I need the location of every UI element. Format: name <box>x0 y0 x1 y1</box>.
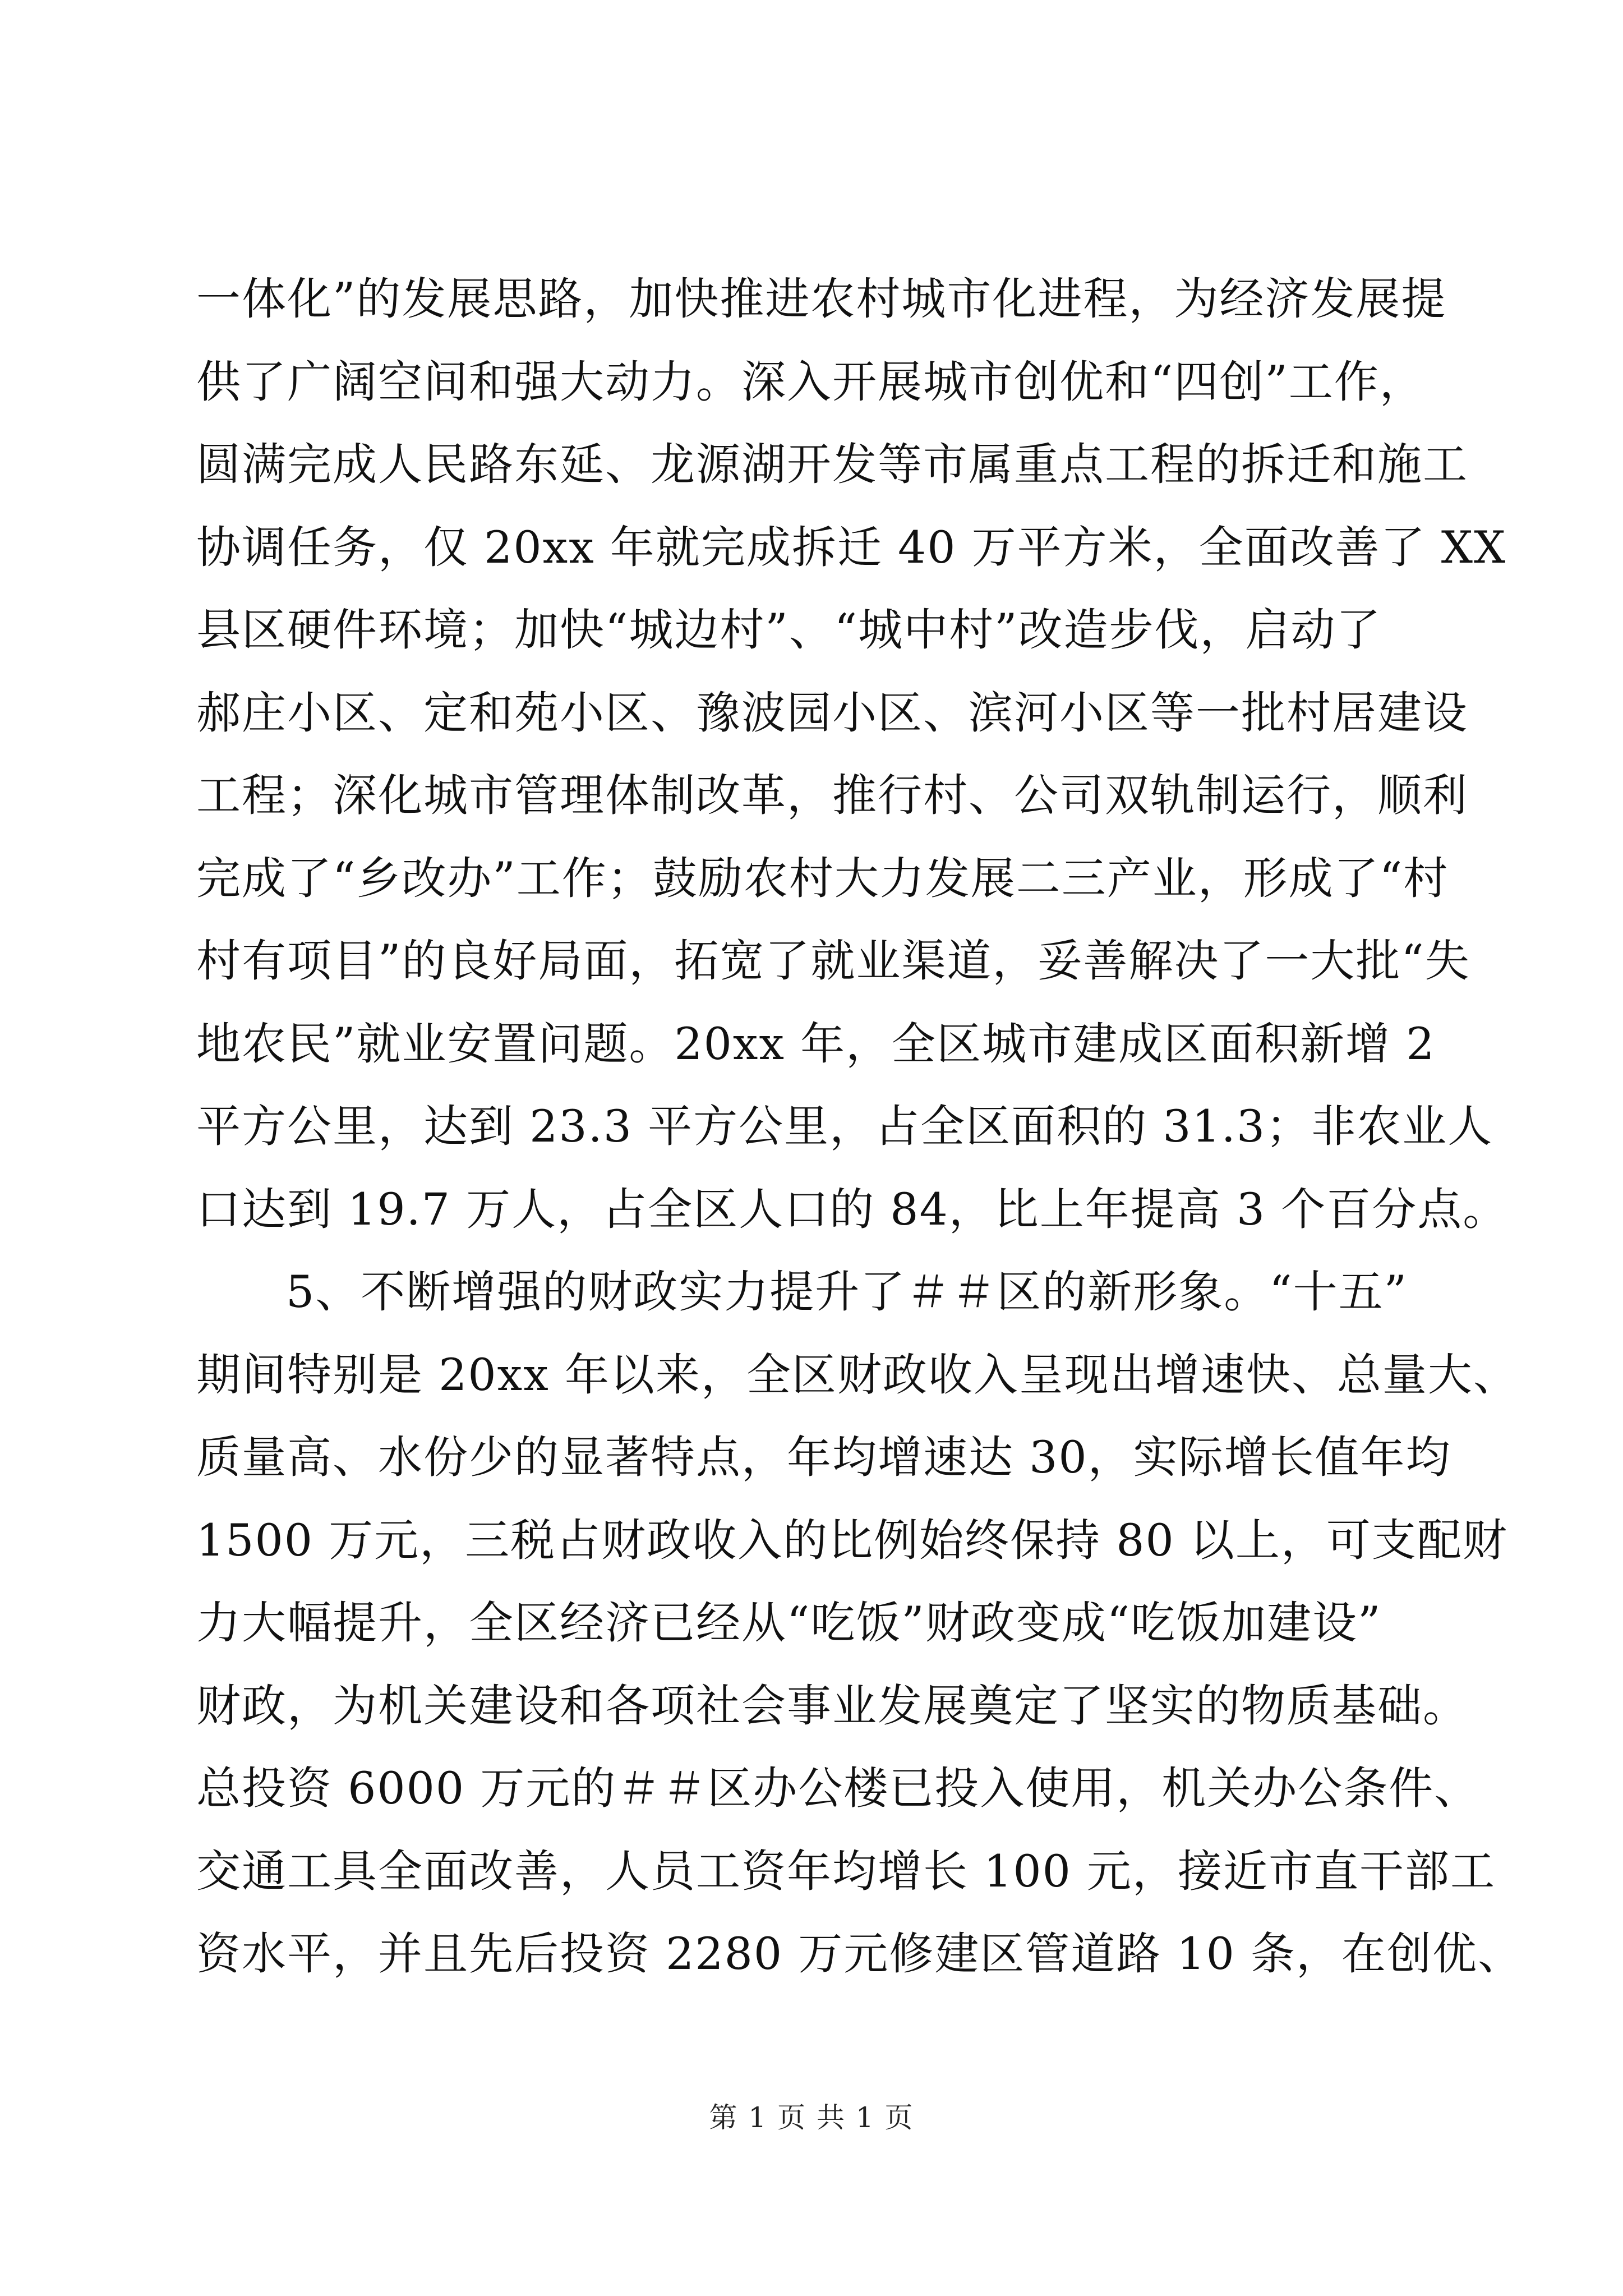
text-line: 财政，为机关建设和各项社会事业发展奠定了坚实的物质基础。 <box>196 1680 1468 1732</box>
body-text <box>196 258 1524 1996</box>
text-line: 1500 万元，三税占财政收入的比例始终保持 80 以上，可支配财 <box>196 1514 1508 1566</box>
text-line: 平方公里，达到 23.3 平方公里，占全区面积的 31.3；非农业人 <box>196 1101 1493 1152</box>
text-line: 交通工具全面改善，人员工资年均增长 100 元，接近市直干部工 <box>196 1845 1496 1897</box>
text-line: 县区硬件环境；加快“城边村”、“城中村”改造步伐，启动了 <box>196 604 1382 656</box>
text-line: 完成了“乡改办”工作；鼓励农村大力发展二三产业，形成了“村 <box>196 852 1449 904</box>
text-line: 地农民”就业安置问题。20xx 年，全区城市建成区面积新增 2 <box>196 1018 1436 1070</box>
text-line: 供了广阔空间和强大动力。深入开展城市创优和“四创”工作， <box>196 356 1425 408</box>
text-line: 总投资 6000 万元的＃＃区办公楼已投入使用，机关办公条件、 <box>196 1763 1480 1814</box>
text-line: 资水平，并且先后投资 2280 万元修建区管道路 10 条，在创优、 <box>196 1928 1524 1980</box>
text-line: 力大幅提升，全区经济已经从“吃饭”财政变成“吃饭加建设” <box>196 1597 1382 1649</box>
text-line: 期间特别是 20xx 年以来，全区财政收入呈现出增速快、总量大、 <box>196 1349 1519 1401</box>
paragraph-start-line: 5、不断增强的财政实力提升了＃＃区的新形象。“十五” <box>286 1266 1408 1318</box>
text-line: 一体化”的发展思路，加快推进农村城市化进程，为经济发展提 <box>196 273 1447 325</box>
text-line: 协调任务，仅 20xx 年就完成拆迁 40 万平方米，全面改善了 XX <box>196 521 1507 573</box>
text-line: 工程；深化城市管理体制改革，推行村、公司双轨制运行，顺利 <box>196 770 1468 821</box>
text-line: 郝庄小区、定和苑小区、豫波园小区、滨河小区等一批村居建设 <box>196 687 1468 739</box>
page-number-footer: 第 1 页 共 1 页 <box>709 2101 914 2134</box>
text-line: 质量高、水份少的显著特点，年均增速达 30，实际增长值年均 <box>196 1432 1451 1483</box>
text-line: 口达到 19.7 万人，占全区人口的 84，比上年提高 3 个百分点。 <box>196 1183 1509 1235</box>
text-line: 圆满完成人民路东延、龙源湖开发等市属重点工程的拆迁和施工 <box>196 439 1468 490</box>
text-line: 村有项目”的良好局面，拓宽了就业渠道，妥善解决了一大批“失 <box>196 935 1470 987</box>
